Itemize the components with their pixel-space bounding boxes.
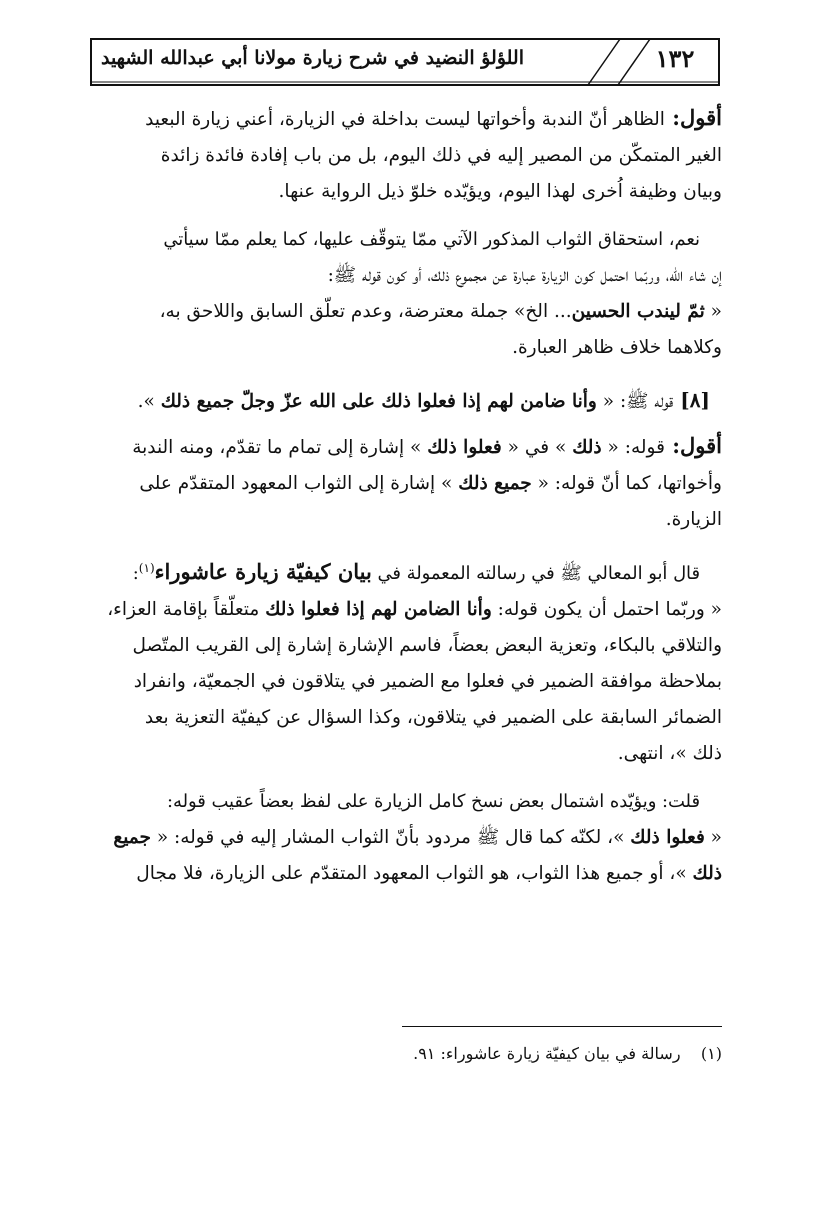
emphasis-text: أقول: [664, 433, 722, 458]
text-run: « [704, 301, 722, 322]
text-run: الظاهر أنّ الندبة وأخواتها ليست بداخلة في الزيارة، أعني زيارة البعيد [145, 109, 665, 130]
text-run: قال أبو المعالي ﷺ في رسالته المعمولة في [371, 562, 700, 584]
text-line [92, 856, 722, 892]
page-number: ١٣٢ [655, 44, 695, 73]
text-run: ... الخ» جملة معترضة، وعدم تعلّق السابق واللاحق به، [159, 301, 572, 322]
paragraph [92, 428, 722, 538]
footnote-marker: (١) [700, 1044, 722, 1063]
text-run: ذلك »، انتهى. [617, 742, 722, 764]
text-run: : [132, 562, 139, 584]
text-run: متعلّقاً بإقامة العزاء، [107, 598, 266, 620]
text-run: « [704, 826, 722, 848]
text-run: نعم، استحقاق الثواب المذكور الآتي ممّا يتوقّف عليها، كما يعلم ممّا سيأتي [163, 229, 700, 250]
text-run: الزيارة. [665, 509, 722, 530]
emphasis-text: فعلوا ذلك [427, 437, 502, 458]
emphasis-text: أقول: [664, 105, 722, 130]
text-line [92, 428, 722, 466]
paragraph [92, 100, 722, 210]
text-line [92, 628, 722, 664]
emphasis-text: (١) [138, 561, 155, 575]
text-line [92, 550, 722, 592]
emphasis-text: فعلوا ذلك [630, 826, 705, 848]
footnote-separator [402, 1026, 722, 1027]
text-run: الغير المتمكّن من المصير إليه في ذلك اليوم، بل من باب إفادة فائدة زائدة [160, 145, 722, 166]
emphasis-text: جميع [113, 826, 151, 848]
text-line [92, 100, 722, 138]
paragraph [92, 382, 722, 420]
text-line [92, 222, 722, 258]
text-run: قوله ﷺ: « [596, 391, 674, 412]
text-run: الضمائر السابقة على الضمير في يتلاقون، وكذا السؤال عن كيفيّة التعزية بعد [144, 706, 722, 728]
text-line [92, 784, 722, 820]
paragraph [92, 550, 722, 772]
text-run: » إشارة إلى الثواب المعهود المتقدّم على [139, 473, 459, 494]
text-run: إن شاء الله، وربّما احتمل كون الزيارة عبارة عن مجموع ذلك، أو كون قوله ﷺ: [327, 265, 722, 286]
emphasis-text: ثمّ ليندب الحسين [571, 301, 705, 322]
text-line [92, 502, 722, 538]
text-run: »، لكنّه كما قال ﷺ مردود بأنّ الثواب المشار إليه في قوله: « [150, 826, 631, 848]
emphasis-text: بيان كيفيّة زيارة عاشوراء [154, 558, 372, 584]
text-line [92, 664, 722, 700]
emphasis-text: ذلك [692, 862, 722, 884]
text-line [92, 294, 722, 330]
text-line [92, 466, 722, 502]
text-run: وكلاهما خلاف ظاهر العبارة. [512, 337, 722, 358]
footnote-text: رسالة في بيان كيفيّة زيارة عاشوراء: ٩١. [413, 1044, 681, 1063]
text-run: » إشارة إلى تمام ما تقدّم، ومنه الندبة [132, 437, 428, 458]
text-line [92, 138, 722, 174]
text-run: بملاحظة موافقة الضمير في فعلوا مع الضمير في يتلاقون في الجمعيّة، وانفراد [133, 670, 722, 692]
page-header [90, 38, 720, 86]
text-run: « وربّما احتمل أن يكون قوله: [491, 598, 722, 620]
emphasis-text: [٨] [673, 388, 710, 412]
footnote [92, 1044, 722, 1063]
text-run: ». [137, 391, 161, 412]
text-line [92, 820, 722, 856]
text-run: والتلاقي بالبكاء، وتعزية البعض بعضاً، فاسم الإشارة إشارة إلى القريب المتّصل [132, 634, 722, 656]
emphasis-text: جميع ذلك [458, 473, 532, 494]
emphasis-text: وأنا ضامن لهم إذا فعلوا ذلك على الله عزّ وجلّ جميع ذلك [160, 391, 597, 412]
text-run: قوله: « [601, 437, 665, 458]
text-line [92, 330, 722, 366]
body-text [92, 100, 722, 904]
text-line [92, 736, 722, 772]
emphasis-text: وأنا الضامن لهم إذا فعلوا ذلك [265, 598, 492, 620]
emphasis-text: ذلك [572, 437, 602, 458]
text-line [92, 700, 722, 736]
text-run: قلت: ويؤيّده اشتمال بعض نسخ كامل الزيارة على لفظ بعضاً عقيب قوله: [167, 790, 700, 812]
text-run: وبيان وظيفة اُخرى لهذا اليوم، ويؤيّده خلوّ ذيل الرواية عنها. [278, 181, 722, 202]
text-line [92, 258, 722, 294]
text-run: وأخواتها، كما أنّ قوله: « [531, 473, 722, 494]
text-line [92, 382, 710, 420]
text-run: »، أو جميع هذا الثواب، هو الثواب المعهود المتقدّم على الزيارة، فلا مجال [136, 862, 693, 884]
text-line [92, 592, 722, 628]
text-run: » في « [501, 437, 573, 458]
text-line [92, 174, 722, 210]
paragraph [92, 222, 722, 366]
paragraph [92, 784, 722, 892]
running-title: اللؤلؤ النضيد في شرح زيارة مولانا أبي عبدالله الشهيد [100, 47, 524, 69]
